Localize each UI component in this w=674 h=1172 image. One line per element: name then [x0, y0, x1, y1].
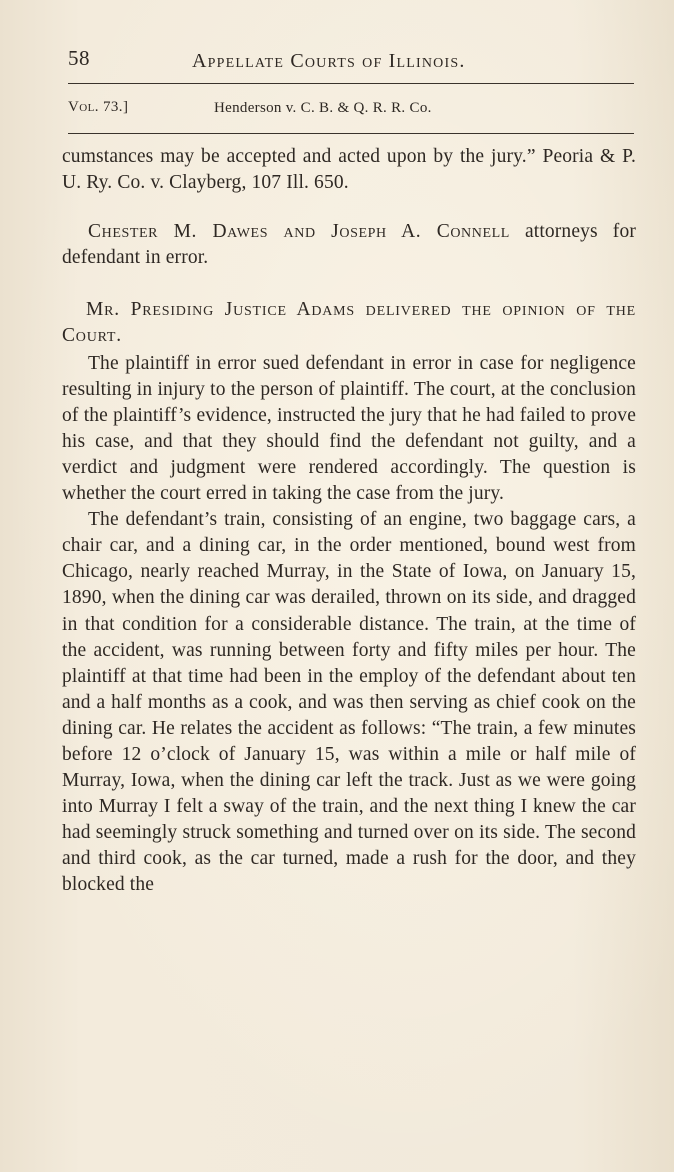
- running-header: [68, 44, 538, 74]
- case-subheader: [68, 97, 634, 123]
- attorney-names: Chester M. Dawes and Joseph A. Connell: [88, 221, 510, 243]
- opinion-paragraph-1: The plaintiff in error sued defendant in error in case for negligence resulting in injury to the person of plaintiff. The court, at the conclusion of the plaintiff’s evidence, instructed the jury that he had failed to prove his case, and that they should find the defendant not guilty, and a verdict and judgment were rendered accordingly. The question is whether the court erred in taking the case from the jury.: [62, 352, 636, 505]
- case-title: Henderson v. C. B. & Q. R. R. Co.: [214, 100, 432, 116]
- volume-label: Vol. 73.]: [68, 99, 129, 115]
- opinion-heading: Mr. Presiding Justice Adams delivered the opinion of the Court.: [62, 299, 636, 347]
- continuation-paragraph: cumstances may be accepted and acted upon by the jury.” Peoria & P. U. Ry. Co. v. Clayberg, 107 Ill. 650.: [62, 146, 636, 194]
- page-body: [62, 144, 636, 899]
- header-rule-top: [68, 83, 634, 84]
- attorneys-role: attorneys for defendant in error.: [62, 221, 636, 269]
- header-rule-bottom: [68, 133, 634, 134]
- attorneys-paragraph: [62, 219, 636, 271]
- page-number: 58: [68, 46, 90, 70]
- opinion-paragraph-2: The defendant’s train, consisting of an engine, two baggage cars, a chair car, and a dining car, in the order mentioned, bound west from Chicago, nearly reached Murray, in the State of Iowa, on January 15, 1890, when the dining car was derailed, thrown on its side, and dragged in that condition for a considerable distance. The train, at the time of the accident, was running between forty and fifty miles per hour. The plaintiff at that time had been in the employ of the defendant about ten and a half months as a cook, and was then serving as chief cook on the dining car. He relates the accident as follows: “The train, a few minutes before 12 o’clock of January 15, was within a mile or half mile of Murray, Iowa, when the dining car left the track. Just as we were going into Murray I felt a sway of the train, and the next thing I knew the car had seemingly struck something and turned over on its side. The second and third cook, as the car turned, made a rush for the door, and they blocked the: [62, 509, 636, 896]
- running-title: Appellate Courts of Illinois.: [192, 50, 466, 72]
